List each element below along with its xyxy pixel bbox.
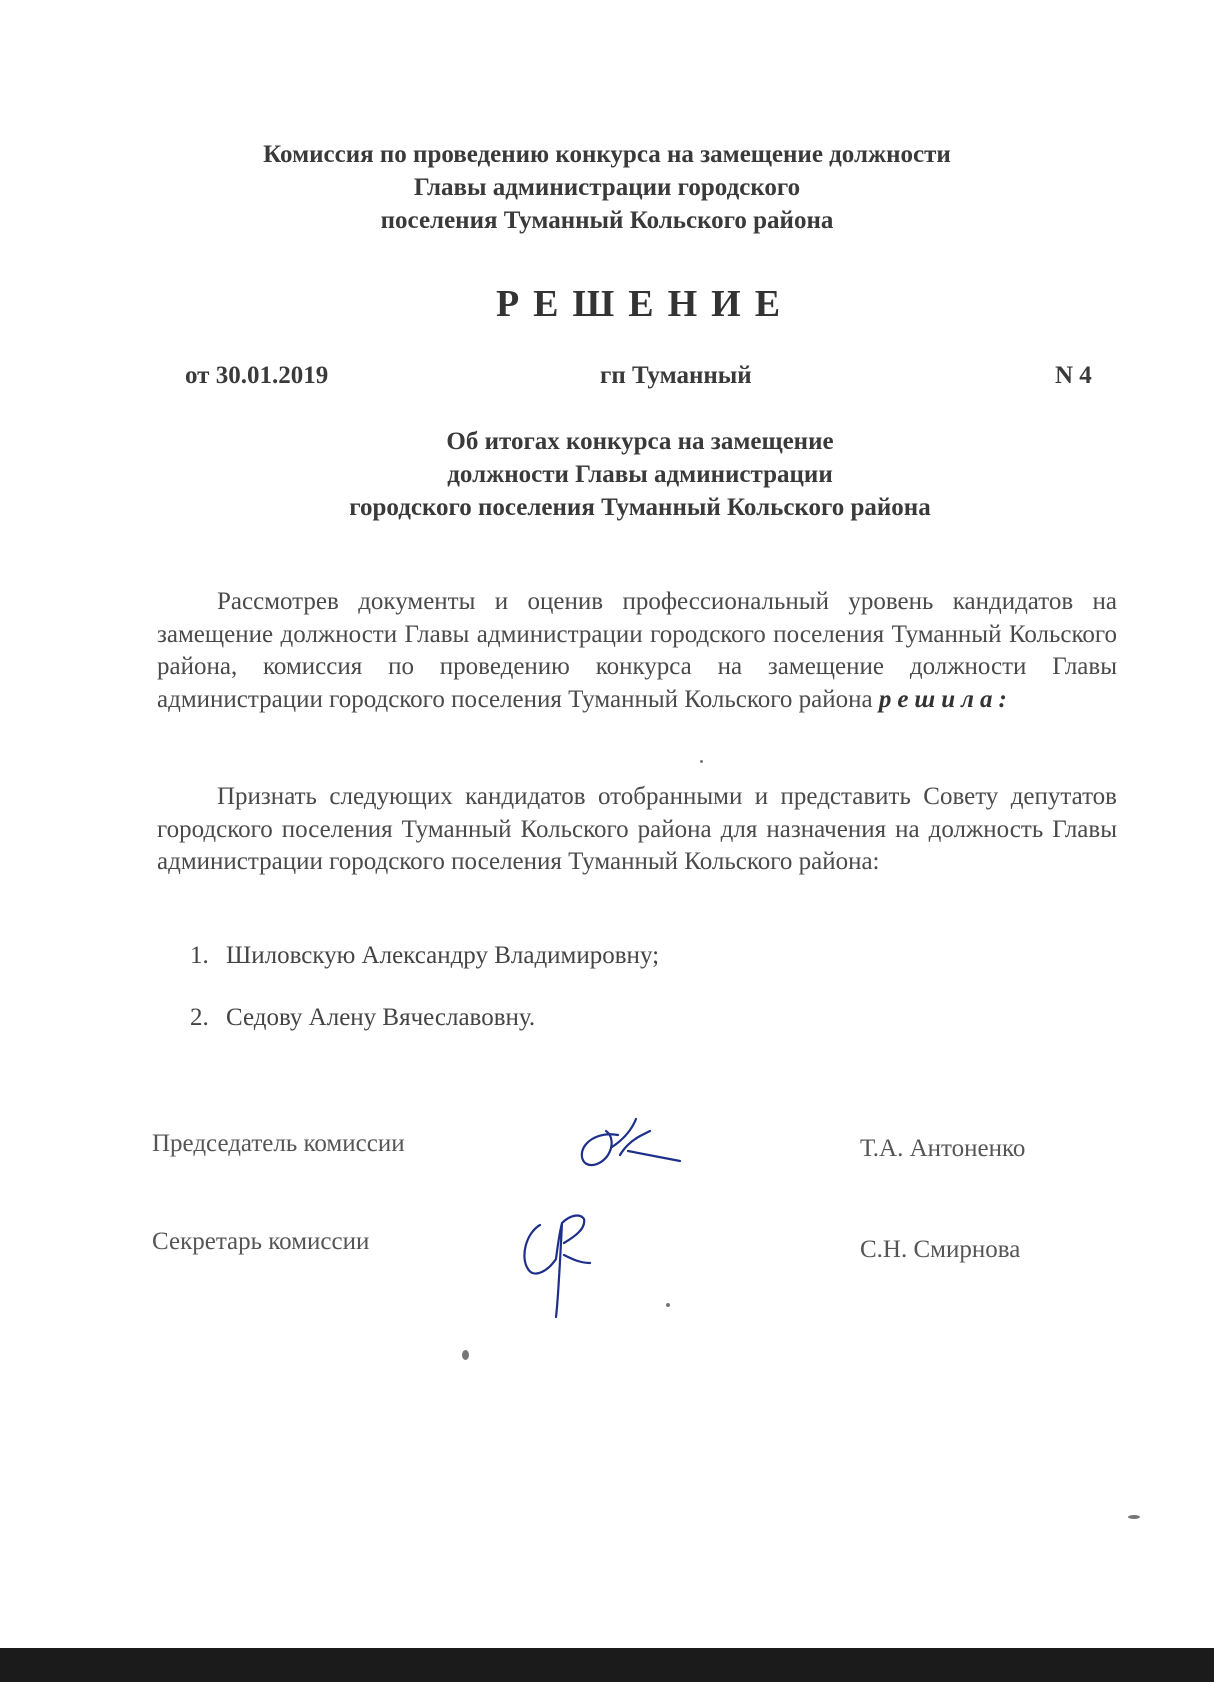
document-title: РЕШЕНИЕ [495,283,795,325]
document-place: гп Туманный [600,362,752,389]
scan-speck [1128,1515,1140,1519]
document-date: от 30.01.2019 [185,362,329,389]
paragraph-1-text: Рассмотрев документы и оценив профессиональный уровень кандидатов на замещение должности Главы администрации городского поселения Туманный Кольского района, комиссия по проведению конкурса на замещение должности Главы администрации городского поселения Туманный Кольского района [157,588,1117,713]
document-subject [0,425,1214,524]
document-header [0,138,1214,237]
secretary-name: С.Н. Смирнова [860,1236,1021,1263]
decided-word: решила: [878,685,1013,713]
body-paragraph-1 [157,586,1117,716]
list-item [190,1004,535,1032]
header-line-1: Комиссия по проведению конкурса на замещение должности [263,141,951,168]
candidate-name: Шиловскую Александру Владимировну; [226,942,660,969]
list-item-number: 2. [190,1004,209,1031]
body-paragraph-2: Признать следующих кандидатов отобранными и представить Совету депутатов городского поселения Туманный Кольского района для назначения на должность Главы администрации городского поселения Туманный Кольского района: [157,783,1117,875]
header-line-3: поселения Туманный Кольского района [380,207,834,234]
subject-line-3: городского поселения Туманный Кольского района [349,494,931,521]
secretary-label: Секретарь комиссии [152,1228,370,1255]
document-number: N 4 [1055,362,1092,389]
header-line-2: Главы администрации городского [413,174,801,201]
secretary-signature-stroke [524,1216,590,1317]
scan-bottom-border [0,1648,1214,1682]
scan-speck [462,1350,469,1360]
list-item [190,942,659,970]
handwritten-signatures [500,1095,720,1325]
chair-name: Т.А. Антоненко [860,1135,1026,1162]
chair-signature-stroke [582,1119,680,1165]
subject-line-2: должности Главы администрации [447,461,833,488]
list-item-number: 1. [190,942,209,969]
scan-speck [700,760,703,763]
subject-line-1: Об итогах конкурса на замещение [446,428,834,455]
candidate-name: Седову Алену Вячеславовну. [226,1004,536,1031]
chair-label: Председатель комиссии [152,1130,405,1157]
scan-speck [666,1303,670,1307]
